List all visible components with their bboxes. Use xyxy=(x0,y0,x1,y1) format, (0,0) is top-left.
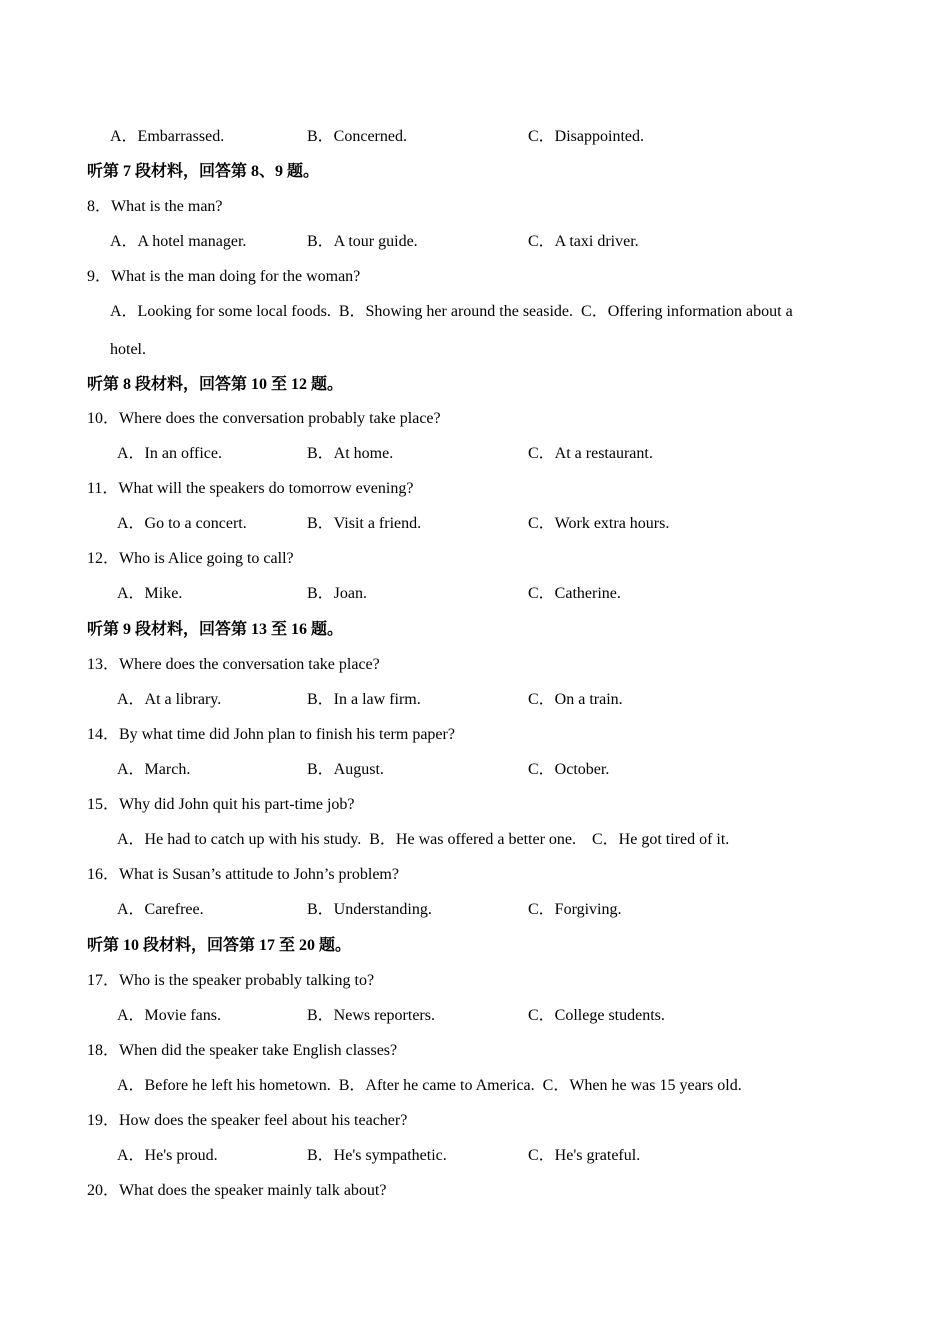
question-17: 17．Who is the speaker probably talking to? xyxy=(87,972,375,989)
q12-option-c: C．Catherine. xyxy=(528,585,621,602)
q12-option-a: A．Mike. xyxy=(117,585,183,602)
q19-option-a: A．He's proud. xyxy=(117,1147,218,1164)
q18-options: A．Before he left his hometown. B．After he came to America. C．When he was 15 years old. xyxy=(117,1077,742,1094)
q12-option-b: B．Joan. xyxy=(307,585,368,602)
q14-option-b: B．August. xyxy=(307,761,384,778)
q8-option-b: B．A tour guide. xyxy=(307,233,418,250)
section-9-heading: 听第 9 段材料，回答第 13 至 16 题。 xyxy=(87,621,344,638)
question-10: 10．Where does the conversation probably take place? xyxy=(87,410,441,427)
q16-option-c: C．Forgiving. xyxy=(528,901,622,918)
q10-option-a: A．In an office. xyxy=(117,445,223,462)
q14-option-a: A．March. xyxy=(117,761,191,778)
question-19: 19．How does the speaker feel about his teacher? xyxy=(87,1112,408,1129)
question-11: 11．What will the speakers do tomorrow evening? xyxy=(87,480,414,497)
question-12: 12．Who is Alice going to call? xyxy=(87,550,294,567)
question-13: 13．Where does the conversation take place? xyxy=(87,656,380,673)
question-8: 8．What is the man? xyxy=(87,198,223,215)
q14-option-c: C．October. xyxy=(528,761,610,778)
q10-option-c: C．At a restaurant. xyxy=(528,445,653,462)
section-10-heading: 听第 10 段材料，回答第 17 至 20 题。 xyxy=(87,937,352,954)
q9-options-continued: hotel. xyxy=(110,341,146,358)
question-14: 14．By what time did John plan to finish his term paper? xyxy=(87,726,455,743)
q15-options: A．He had to catch up with his study. B．He was offered a better one. C．He got tired of it. xyxy=(117,831,730,848)
q13-option-a: A．At a library. xyxy=(117,691,222,708)
q9-options: A．Looking for some local foods. B．Showing her around the seaside. C．Offering information about a xyxy=(110,303,793,320)
question-15: 15．Why did John quit his part-time job? xyxy=(87,796,355,813)
q8-option-c: C．A taxi driver. xyxy=(528,233,639,250)
q16-option-a: A．Carefree. xyxy=(117,901,204,918)
question-16: 16．What is Susan’s attitude to John’s problem? xyxy=(87,866,399,883)
question-18: 18．When did the speaker take English classes? xyxy=(87,1042,398,1059)
question-20: 20．What does the speaker mainly talk about? xyxy=(87,1182,387,1199)
q7-option-a: A．Embarrassed. xyxy=(110,128,225,145)
q11-option-a: A．Go to a concert. xyxy=(117,515,247,532)
q17-option-a: A．Movie fans. xyxy=(117,1007,221,1024)
q10-option-b: B．At home. xyxy=(307,445,394,462)
q19-option-b: B．He's sympathetic. xyxy=(307,1147,447,1164)
q17-option-b: B．News reporters. xyxy=(307,1007,435,1024)
q13-option-b: B．In a law firm. xyxy=(307,691,421,708)
question-9: 9．What is the man doing for the woman? xyxy=(87,268,361,285)
q16-option-b: B．Understanding. xyxy=(307,901,432,918)
q17-option-c: C．College students. xyxy=(528,1007,665,1024)
q7-option-c: C．Disappointed. xyxy=(528,128,644,145)
q8-option-a: A．A hotel manager. xyxy=(110,233,247,250)
section-8-heading: 听第 8 段材料，回答第 10 至 12 题。 xyxy=(87,376,344,393)
q11-option-b: B．Visit a friend. xyxy=(307,515,422,532)
q19-option-c: C．He's grateful. xyxy=(528,1147,641,1164)
q13-option-c: C．On a train. xyxy=(528,691,623,708)
section-7-heading: 听第 7 段材料，回答第 8、9 题。 xyxy=(87,163,320,180)
q7-option-b: B．Concerned. xyxy=(307,128,407,145)
q11-option-c: C．Work extra hours. xyxy=(528,515,670,532)
